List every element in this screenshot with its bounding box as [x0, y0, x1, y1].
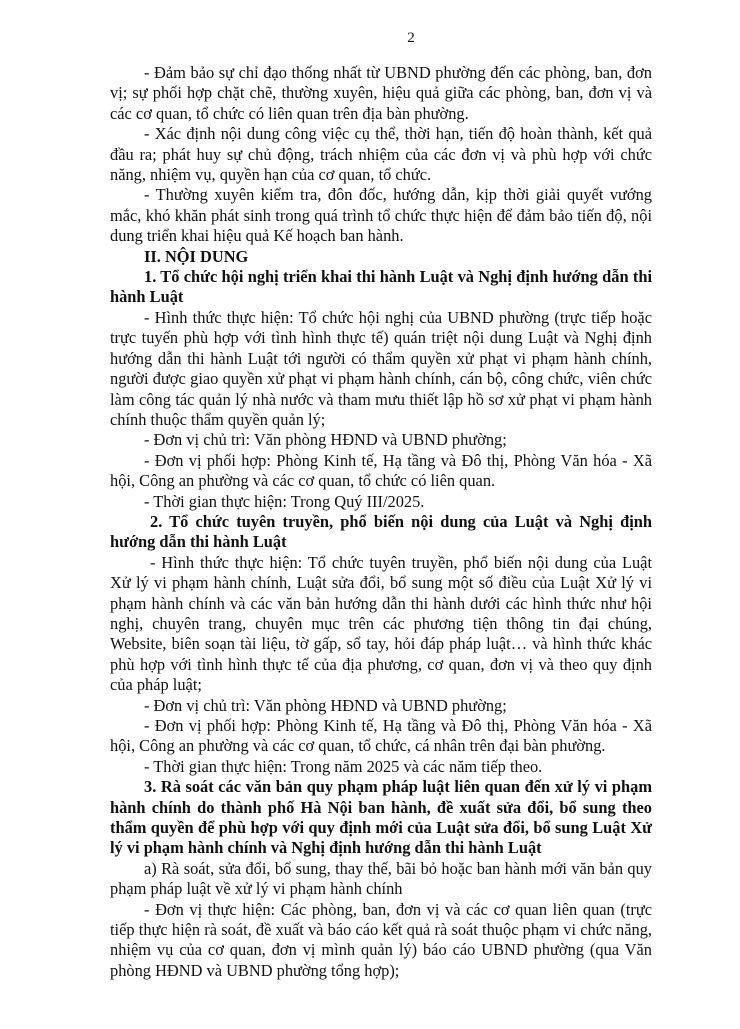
heading-item-2: 2. Tổ chức tuyên truyền, phổ biến nội dung của Luật và Nghị định hướng dẫn thi hành Luật [110, 511, 652, 552]
paragraph-objective-1: - Đảm bảo sự chỉ đạo thống nhất từ UBND phường đến các phòng, ban, đơn vị; sự phối hợp chặt chẽ, thường xuyên, hiệu quả giữa các phòng, ban, đơn vị và các cơ quan, tổ chức có liên quan trên địa bàn phường. [110, 63, 652, 123]
page-number: 2 [407, 30, 415, 46]
item-2-form: - Hình thức thực hiện: Tổ chức tuyên truyền, phổ biến nội dung của Luật Xử lý vi phạm hành chính, Luật sửa đổi, bổ sung một số điều của Luật Xử lý vi phạm hành chính và các văn bản hướng dẫn thi hành dưới các hình thức như hội nghị, chuyên trang, chuyên mục trên các phương tiện thông tin đại chúng, Website, biên soạn tài liệu, tờ gấp, sổ tay, hỏi đáp pháp luật… và hình thức khác phù hợp với tình hình thực tế của địa phương, cơ quan, đơn vị và theo quy định của pháp luật; [110, 552, 652, 695]
item-3a-implementing-unit: - Đơn vị thực hiện: Các phòng, ban, đơn vị và các cơ quan liên quan (trực tiếp thực hiện rà soát, đề xuất và báo cáo kết quả rà soát thuộc phạm vi chức năng, nhiệm vụ của cơ quan, đơn vị mình quản lý) báo cáo UBND phường (qua Văn phòng HĐND và UBND phường tổng hợp); [110, 899, 652, 980]
item-2-lead-unit: - Đơn vị chủ trì: Văn phòng HĐND và UBND phường; [144, 695, 507, 715]
item-2-timeline: - Thời gian thực hiện: Trong năm 2025 và các năm tiếp theo. [144, 756, 543, 776]
item-1-form: - Hình thức thực hiện: Tổ chức hội nghị của UBND phường (trực tiếp hoặc trực tuyến phù hợp với tình hình thực tế) quán triệt nội dung Luật và Nghị định hướng dẫn thi hành Luật tới người có thẩm quyền xử phạt vi phạm hành chính, người được giao quyền xử phạt vi phạm hành chính, cán bộ, công chức, viên chức làm công tác quản lý nhà nước và tham mưu thiết lập hồ sơ xử phạt vi phạm hành chính thuộc thẩm quyền quản lý; [110, 307, 652, 429]
item-2-coordinating-unit: - Đơn vị phối hợp: Phòng Kinh tế, Hạ tầng và Đô thị, Phòng Văn hóa - Xã hội, Công an phường và các cơ quan, tổ chức, cá nhân trên đại bàn phường. [110, 716, 652, 756]
heading-item-3: 3. Rà soát các văn bản quy phạm pháp luật liên quan đến xử lý vi phạm hành chính do thành phố Hà Nội ban hành, đề xuất sửa đổi, bổ sung theo thẩm quyền để phù hợp với quy định mới của Luật sửa đổi, bổ sung Luật Xử lý vi phạm hành chính và Nghị định hướng dẫn thi hành Luật [110, 777, 652, 858]
paragraph-objective-2: - Xác định nội dung công việc cụ thể, thời hạn, tiến độ hoàn thành, kết quả đầu ra; phát huy sự chủ động, trách nhiệm của các đơn vị và phù hợp với chức năng, nhiệm vụ, quyền hạn của cơ quan, tổ chức. [110, 124, 652, 185]
item-1-timeline: - Thời gian thực hiện: Trong Quý III/2025. [144, 491, 425, 511]
heading-item-1: 1. Tổ chức hội nghị triển khai thi hành Luật và Nghị định hướng dẫn thi hành Luật [110, 267, 652, 307]
paragraph-objective-3: - Thường xuyên kiểm tra, đôn đốc, hướng dẫn, kịp thời giải quyết vướng mắc, khó khăn phát sinh trong quá trình tổ chức thực hiện để đảm bảo tiến độ, nội dung triển khai hiệu quả Kế hoạch ban hành. [110, 185, 652, 246]
item-1-coordinating-unit: - Đơn vị phối hợp: Phòng Kinh tế, Hạ tầng và Đô thị, Phòng Văn hóa - Xã hội, Công an phường và các cơ quan, tổ chức có liên quan. [110, 450, 652, 491]
section-heading-content: II. NỘI DUNG [144, 246, 249, 266]
item-3a-heading: a) Rà soát, sửa đổi, bổ sung, thay thế, bãi bỏ hoặc ban hành mới văn bản quy phạm pháp luật về xử lý vi phạm hành chính [110, 858, 652, 899]
item-1-lead-unit: - Đơn vị chủ trì: Văn phòng HĐND và UBND phường; [144, 430, 507, 450]
